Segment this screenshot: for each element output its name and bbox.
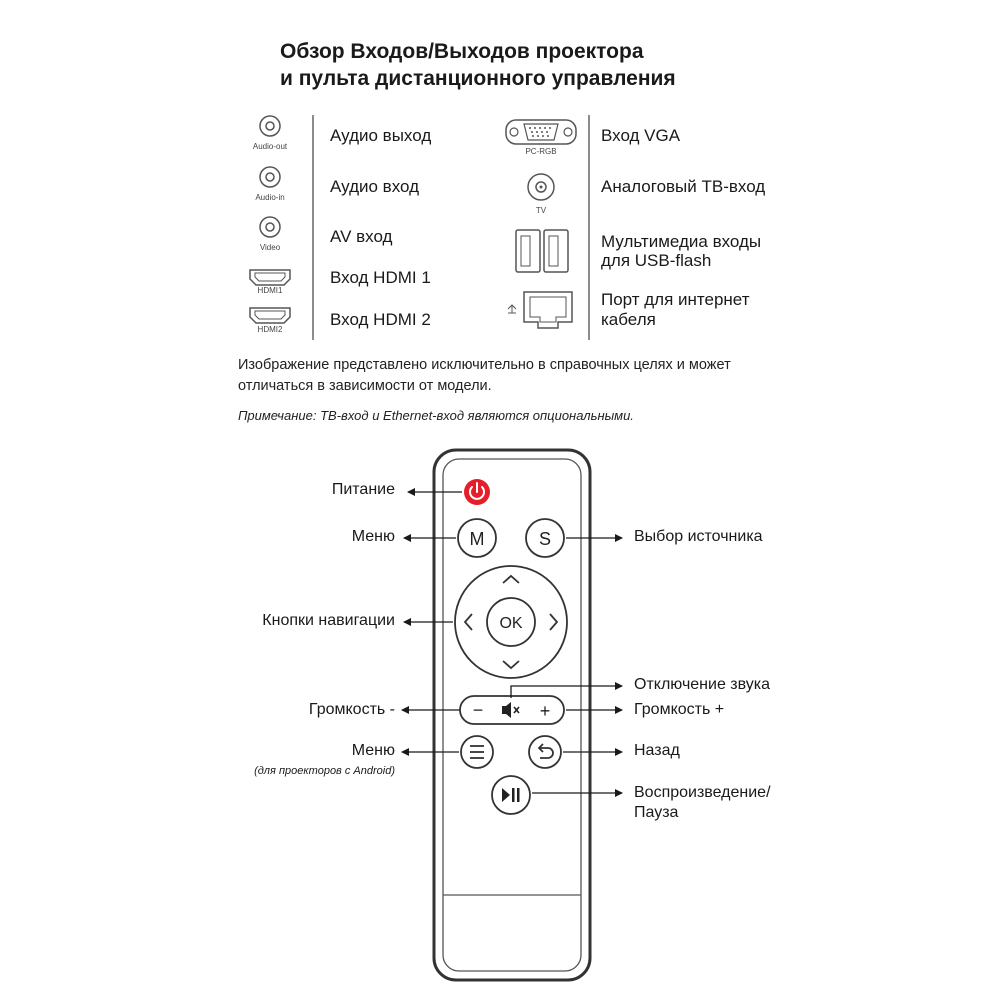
caption-pc-rgb: PC-RGB — [525, 147, 557, 156]
separator-left — [312, 115, 314, 340]
audio-in-icon — [260, 167, 280, 187]
label-menu: Меню — [351, 528, 395, 545]
caption-hdmi2: HDMI2 — [257, 325, 283, 334]
label-power: Питание — [331, 481, 395, 498]
label-tv-in: Аналоговый ТВ-вход — [601, 177, 766, 196]
hdmi-1-icon — [250, 270, 290, 285]
label-android-menu: Меню — [351, 742, 395, 759]
android-menu-button[interactable] — [461, 736, 493, 768]
label-hdmi2: Вход HDMI 2 — [330, 310, 431, 329]
menu-m-button[interactable] — [458, 519, 496, 557]
caption-audio-out: Audio-out — [252, 142, 288, 151]
page-title — [280, 38, 840, 92]
label-source: Выбор источника — [634, 528, 763, 545]
back-button[interactable] — [529, 736, 561, 768]
volume-rocker[interactable] — [460, 696, 564, 724]
volume-plus-label[interactable]: + — [539, 701, 551, 721]
title-line-1: Обзор Входов/Выходов проектора — [280, 40, 644, 63]
title-line-2: и пульта дистанционного управления — [280, 67, 676, 90]
label-ethernet-line2: кабеля — [601, 310, 656, 329]
ok-button[interactable] — [487, 598, 535, 646]
separator-right — [588, 115, 590, 340]
remote-control — [0, 440, 1000, 1000]
label-usb-line2: для USB-flash — [601, 251, 712, 270]
audio-out-icon — [260, 116, 280, 136]
optional-note: Примечание: ТВ-вход и Ethernet-вход являются опциональными. — [238, 408, 634, 423]
source-s-label: S — [538, 529, 552, 549]
reference-note: Изображение представлено исключительно в справочных целях и может отличаться в зависимости от модели. — [238, 357, 731, 394]
label-audio-in: Аудио вход — [330, 177, 420, 196]
usb-ports-icon — [516, 230, 568, 272]
caption-video: Video — [259, 243, 281, 252]
caption-hdmi1: HDMI1 — [257, 286, 283, 295]
label-av-in: AV вход — [330, 227, 393, 246]
ok-label: OK — [499, 615, 523, 632]
hdmi-2-icon — [250, 308, 290, 323]
label-mute: Отключение звука — [634, 676, 771, 693]
volume-minus-label[interactable]: − — [472, 700, 484, 720]
source-s-button[interactable] — [526, 519, 564, 557]
power-button[interactable] — [464, 479, 490, 505]
label-audio-out: Аудио выход — [330, 126, 432, 145]
label-navigation: Кнопки навигации — [262, 612, 395, 629]
video-icon — [260, 217, 280, 237]
caption-tv: TV — [535, 206, 547, 215]
label-vga: Вход VGA — [601, 126, 681, 145]
label-volume-down: Громкость - — [308, 701, 395, 718]
label-android-menu-note: (для проекторов с Android) — [254, 765, 395, 777]
play-pause-button[interactable] — [492, 776, 530, 814]
label-hdmi1: Вход HDMI 1 — [330, 268, 431, 287]
label-back: Назад — [634, 742, 680, 759]
label-play-pause-line1: Воспроизведение/ — [634, 784, 771, 801]
label-ethernet-line1: Порт для интернет — [601, 290, 750, 309]
menu-m-label: M — [469, 529, 485, 549]
vga-port-icon — [506, 120, 576, 144]
ethernet-port-icon — [508, 292, 572, 328]
coax-port-icon — [528, 174, 554, 200]
caption-audio-in: Audio-in — [255, 193, 285, 202]
label-volume-up: Громкость + — [634, 701, 725, 718]
label-usb-line1: Мультимедиа входы — [601, 232, 762, 251]
label-play-pause-line2: Пауза — [634, 804, 679, 821]
